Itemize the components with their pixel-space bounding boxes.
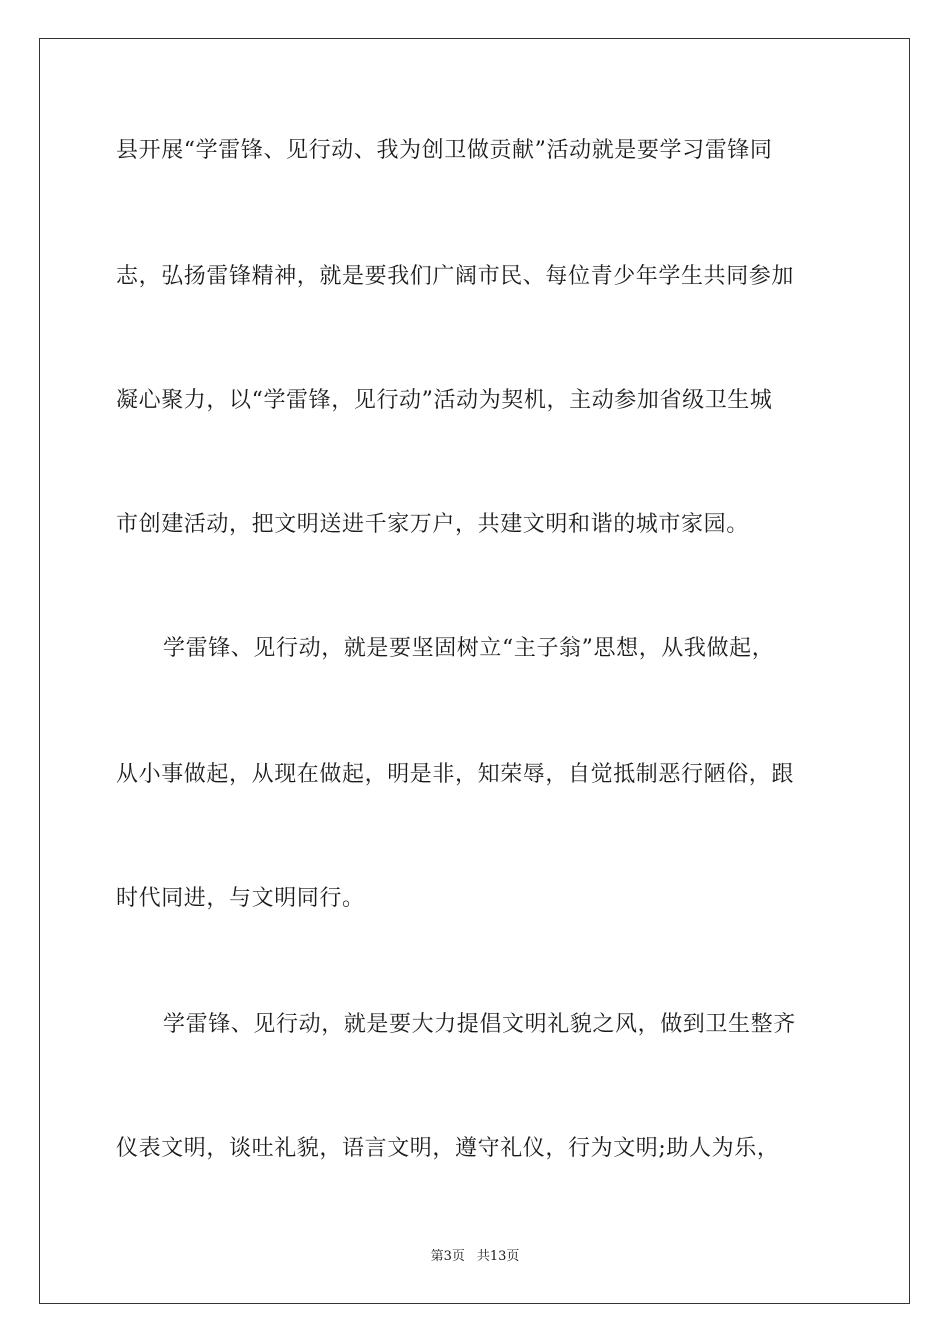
- page-number: 第3页: [430, 1249, 465, 1264]
- text-line-3: 凝心聚力，以“学雷锋，见行动”活动为契机，主动参加省级卫生城: [116, 388, 773, 413]
- text-line-2: 志，弘扬雷锋精神，就是要我们广阔市民、每位青少年学生共同参加: [116, 264, 795, 289]
- total-pages: 共13页: [476, 1249, 520, 1264]
- page-footer: [0, 1248, 950, 1266]
- text-line-5: 学雷锋、见行动，就是要坚固树立“主子翁”思想，从我做起，: [163, 636, 775, 661]
- text-line-8: 学雷锋、见行动，就是要大力提倡文明礼貌之风，做到卫生整齐: [163, 1012, 796, 1037]
- text-line-7: 时代同进，与文明同行。: [116, 886, 365, 911]
- text-line-6: 从小事做起，从现在做起，明是非，知荣辱，自觉抵制恶行陋俗，跟: [116, 762, 795, 787]
- text-line-1: 县开展“学雷锋、见行动、我为创卫做贡献”活动就是要学习雷锋同: [116, 138, 773, 163]
- page-frame: [39, 38, 910, 1304]
- text-line-9: 仪表文明，谈吐礼貌，语言文明，遵守礼仪，行为文明;助人为乐，: [116, 1136, 780, 1161]
- text-line-4: 市创建活动，把文明送进千家万户，共建文明和谐的城市家园。: [116, 512, 749, 537]
